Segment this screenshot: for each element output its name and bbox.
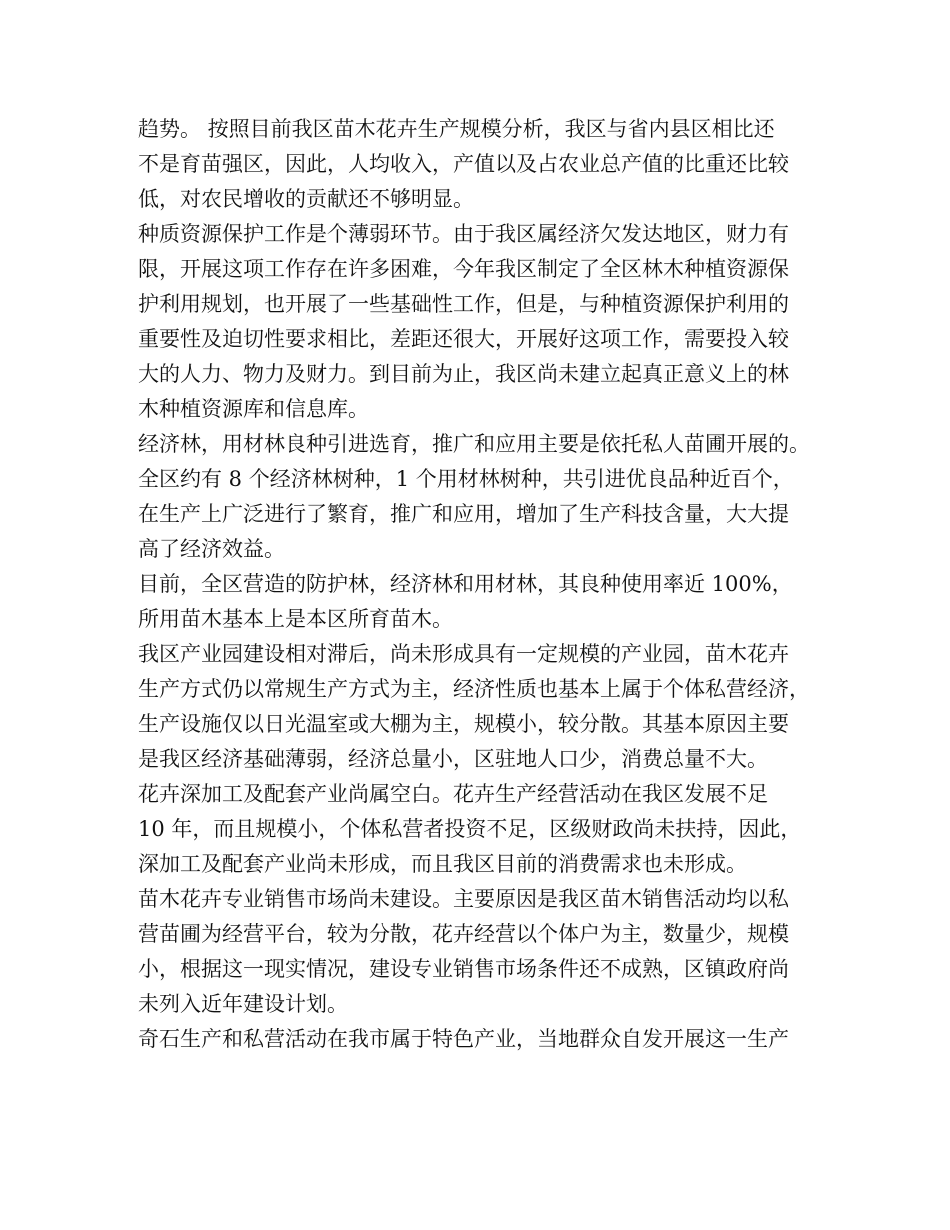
text-line: 我区产业园建设相对滞后，尚未形成具有一定规模的产业园，苗木花卉 — [138, 642, 789, 666]
text-line: 目前，全区营造的防护林，经济林和用材林，其良种使用率近 100%， — [138, 572, 793, 596]
text-line: 大的人力、物力及财力。到目前为止，我区尚未建立起真正意义上的林 — [138, 362, 789, 386]
text-line: 是我区经济基础薄弱，经济总量小，区驻地人口少，消费总量不大。 — [138, 747, 768, 771]
text-line: 未列入近年建设计划。 — [138, 992, 348, 1016]
paragraph-seed-usage — [138, 567, 828, 637]
document-body — [138, 112, 828, 1057]
text-line: 生产方式仍以常规生产方式为主，经济性质也基本上属于个体私营经济， — [138, 677, 810, 701]
text-line: 护利用规划，也开展了一些基础性工作，但是，与种植资源保护利用的 — [138, 292, 789, 316]
text-line: 奇石生产和私营活动在我市属于特色产业，当地群众自发开展这一生产 — [138, 1027, 789, 1051]
text-line: 种质资源保护工作是个薄弱环节。由于我区属经济欠发达地区，财力有 — [138, 222, 789, 246]
text-line: 10 年，而且规模小，个体私营者投资不足，区级财政尚未扶持，因此， — [138, 817, 802, 841]
paragraph-sales-market — [138, 882, 828, 1022]
text-line: 所用苗木基本上是本区所育苗木。 — [138, 607, 453, 631]
text-line: 重要性及迫切性要求相比，差距还很大，开展好这项工作，需要投入较 — [138, 327, 789, 351]
text-line: 不是育苗强区，因此，人均收入，产值以及占农业总产值的比重还比较 — [138, 152, 789, 176]
text-line: 趋势。 按照目前我区苗木花卉生产规模分析，我区与省内县区相比还 — [138, 117, 775, 141]
text-line: 经济林，用材林良种引进选育，推广和应用主要是依托私人苗圃开展的。 — [138, 432, 810, 456]
text-line: 苗木花卉专业销售市场尚未建设。主要原因是我区苗木销售活动均以私 — [138, 887, 789, 911]
text-line: 生产设施仅以日光温室或大棚为主，规模小，较分散。其基本原因主要 — [138, 712, 789, 736]
paragraph-economic-forest — [138, 427, 828, 567]
paragraph-trend — [138, 112, 828, 217]
text-line: 在生产上广泛进行了繁育，推广和应用，增加了生产科技含量，大大提 — [138, 502, 789, 526]
text-line: 高了经济效益。 — [138, 537, 285, 561]
text-line: 深加工及配套产业尚未形成，而且我区目前的消费需求也未形成。 — [138, 852, 747, 876]
text-line: 全区约有 8 个经济林树种，1 个用材林树种，共引进优良品种近百个， — [138, 467, 794, 491]
text-line: 木种植资源库和信息库。 — [138, 397, 369, 421]
text-line: 限，开展这项工作存在许多困难，今年我区制定了全区林木种植资源保 — [138, 257, 789, 281]
paragraph-rare-stones — [138, 1022, 828, 1057]
paragraph-deep-processing — [138, 777, 828, 882]
text-line: 营苗圃为经营平台，较为分散，花卉经营以个体户为主，数量少，规模 — [138, 922, 789, 946]
text-line: 低，对农民增收的贡献还不够明显。 — [138, 187, 474, 211]
paragraph-germplasm — [138, 217, 828, 427]
text-line: 小，根据这一现实情况，建设专业销售市场条件还不成熟，区镇政府尚 — [138, 957, 789, 981]
paragraph-industrial-park — [138, 637, 828, 777]
text-line: 花卉深加工及配套产业尚属空白。花卉生产经营活动在我区发展不足 — [138, 782, 768, 806]
